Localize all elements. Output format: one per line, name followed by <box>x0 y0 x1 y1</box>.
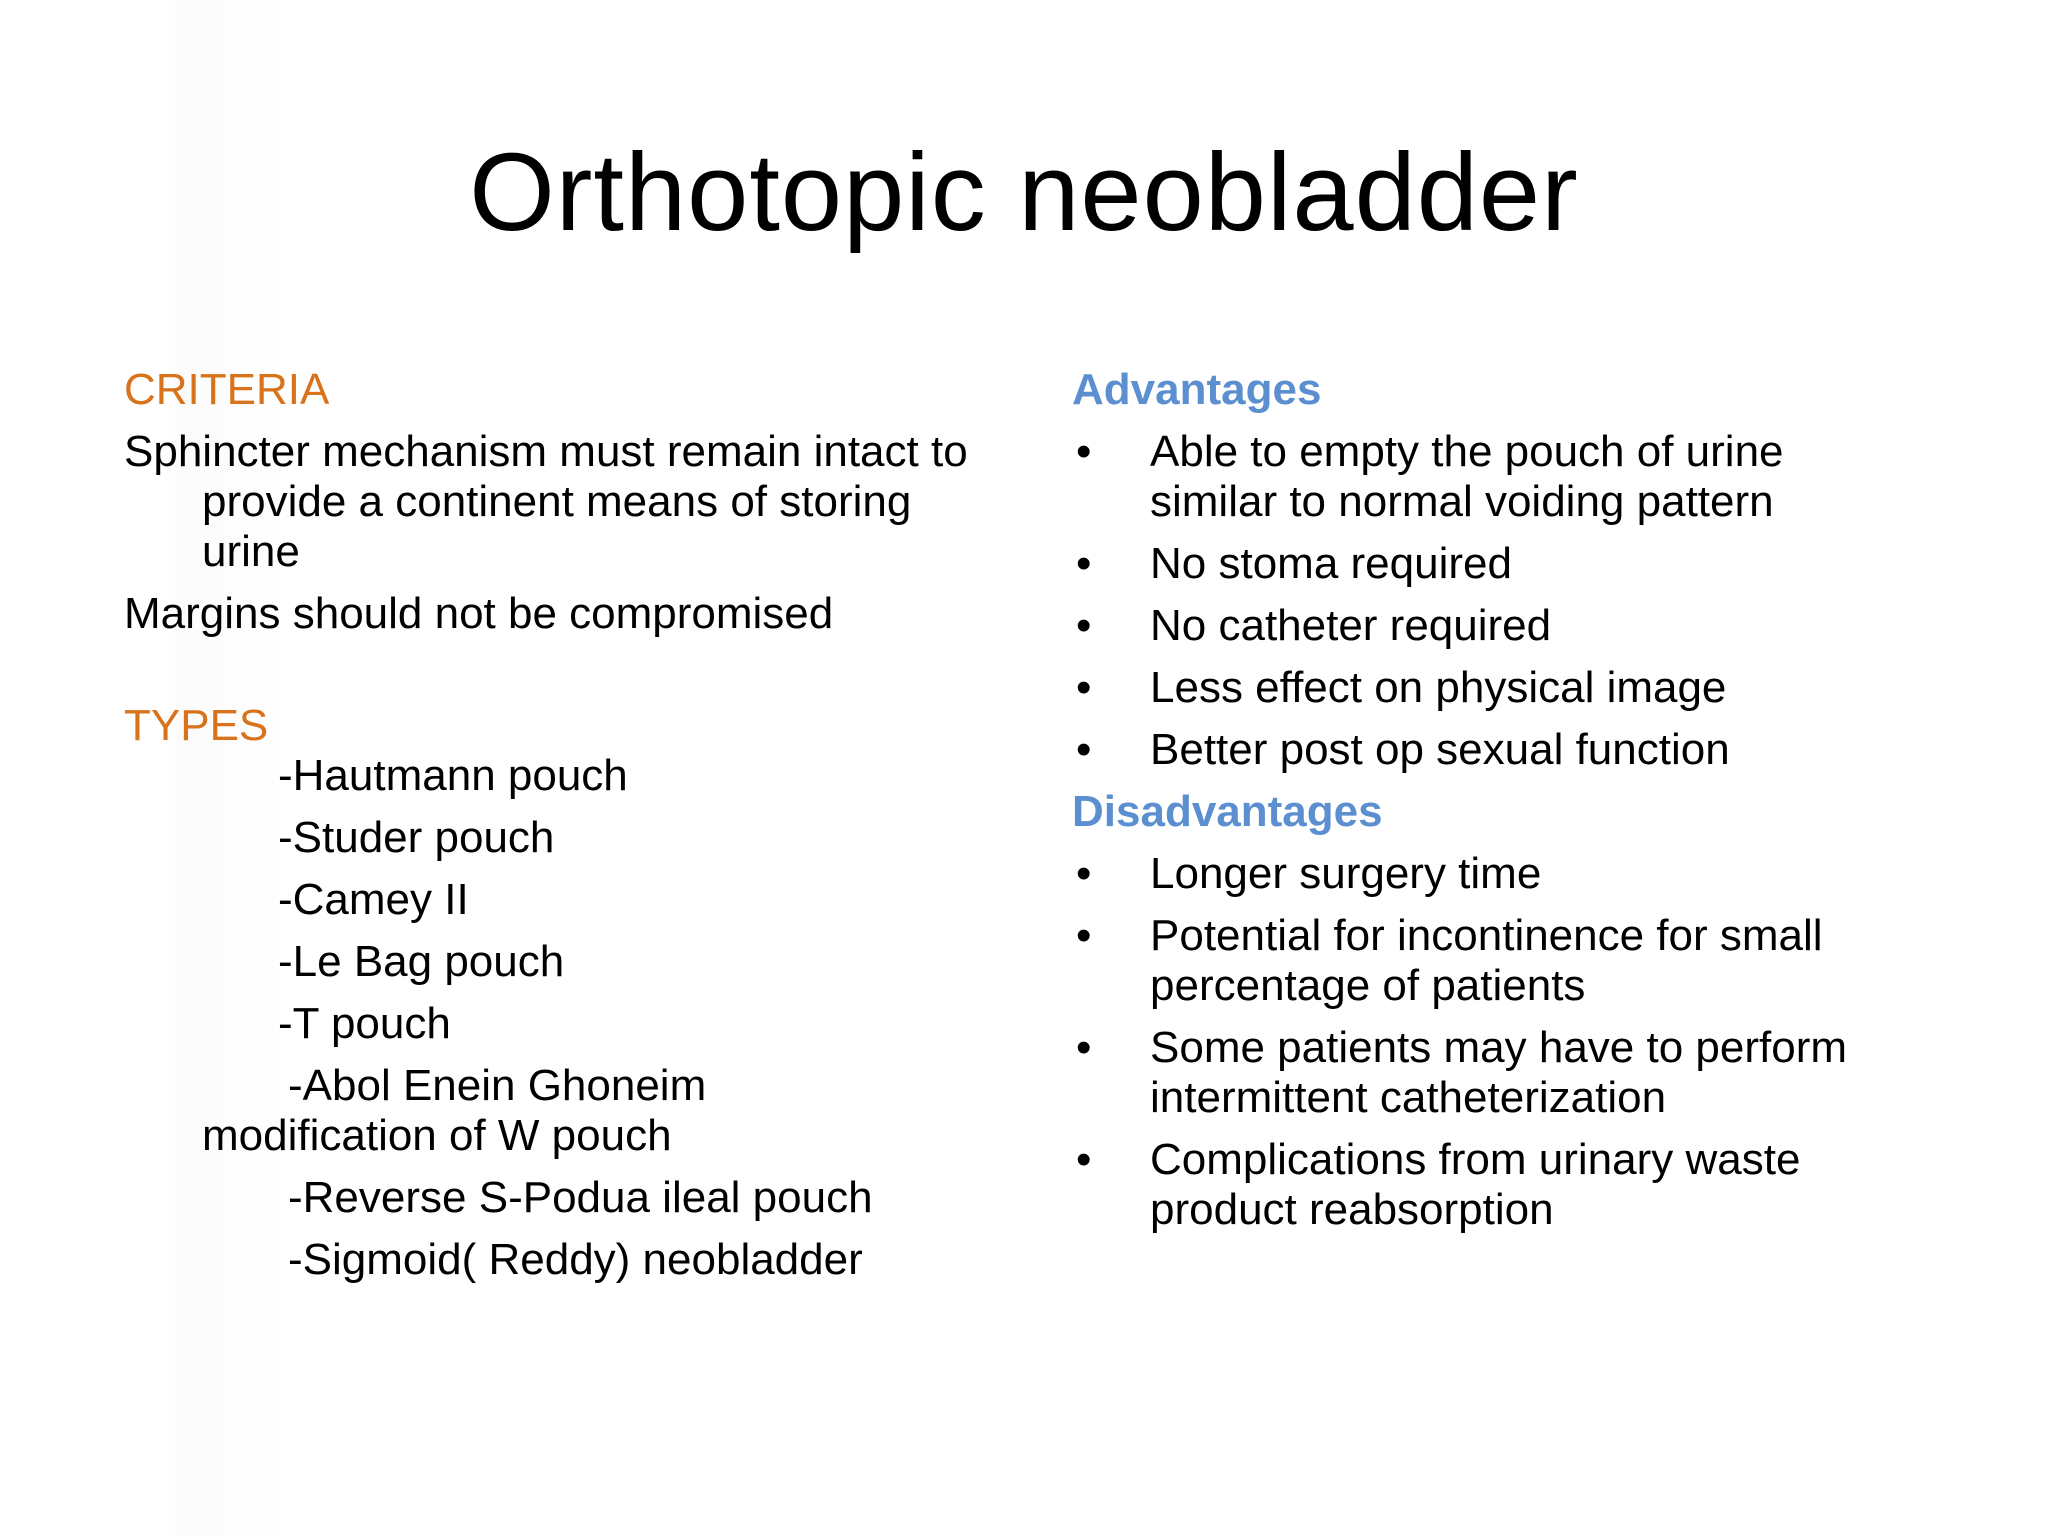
advantage-item <box>1072 601 1952 651</box>
bullet-icon: • <box>1076 601 1092 650</box>
bullet-icon: • <box>1076 663 1092 712</box>
type-item: -Hautmann pouch <box>278 751 628 800</box>
advantage-item <box>1072 427 1952 527</box>
type-item-continuation: modification of W pouch <box>202 1111 672 1160</box>
disadvantage-item <box>1072 1135 1952 1235</box>
bullet-icon: • <box>1076 1135 1092 1184</box>
disadvantage-item <box>1072 849 1952 899</box>
advantage-item <box>1072 725 1952 775</box>
left-column <box>124 365 1024 1285</box>
bullet-icon: • <box>1076 849 1092 898</box>
disadvantage-text: Potential for incontinence for small percentage of patients <box>1150 911 1823 1010</box>
advantage-item <box>1072 539 1952 589</box>
advantages-list <box>1072 427 1952 775</box>
advantage-text: Less effect on physical image <box>1150 663 1727 712</box>
criteria-item: Margins should not be compromised <box>124 589 834 638</box>
advantages-heading: Advantages <box>1072 365 1322 414</box>
bullet-icon: • <box>1076 725 1092 774</box>
bullet-icon: • <box>1076 911 1092 960</box>
disadvantage-text: Longer surgery time <box>1150 849 1542 898</box>
disadvantages-heading: Disadvantages <box>1072 787 1383 836</box>
bullet-icon: • <box>1076 427 1092 476</box>
bullet-icon: • <box>1076 539 1092 588</box>
advantage-item <box>1072 663 1952 713</box>
type-item: -Camey II <box>278 875 469 924</box>
disadvantage-text: Some patients may have to perform intermittent catheterization <box>1150 1023 1847 1122</box>
disadvantage-item <box>1072 911 1952 1011</box>
criteria-heading: CRITERIA <box>124 365 330 414</box>
type-item: -Le Bag pouch <box>278 937 565 986</box>
advantage-text: Able to empty the pouch of urine similar to normal voiding pattern <box>1150 427 1784 526</box>
types-list <box>124 751 1024 1285</box>
type-item: -Studer pouch <box>278 813 555 862</box>
types-heading: TYPES <box>124 701 269 750</box>
type-item: -T pouch <box>278 999 451 1048</box>
slide-title: Orthotopic neobladder <box>469 131 1579 254</box>
advantage-text: Better post op sexual function <box>1150 725 1730 774</box>
type-item: -Sigmoid( Reddy) neobladder <box>288 1235 863 1284</box>
bullet-icon: • <box>1076 1023 1092 1072</box>
right-column <box>1072 365 1952 1235</box>
disadvantages-list <box>1072 849 1952 1235</box>
advantage-text: No catheter required <box>1150 601 1552 650</box>
type-item: -Reverse S-Podua ileal pouch <box>288 1173 873 1222</box>
type-item: -Abol Enein Ghoneim <box>288 1061 707 1110</box>
disadvantage-item <box>1072 1023 1952 1123</box>
advantage-text: No stoma required <box>1150 539 1512 588</box>
disadvantage-text: Complications from urinary waste product reabsorption <box>1150 1135 1801 1234</box>
criteria-item: Sphincter mechanism must remain intact to provide a continent means of storing urine <box>124 427 968 576</box>
